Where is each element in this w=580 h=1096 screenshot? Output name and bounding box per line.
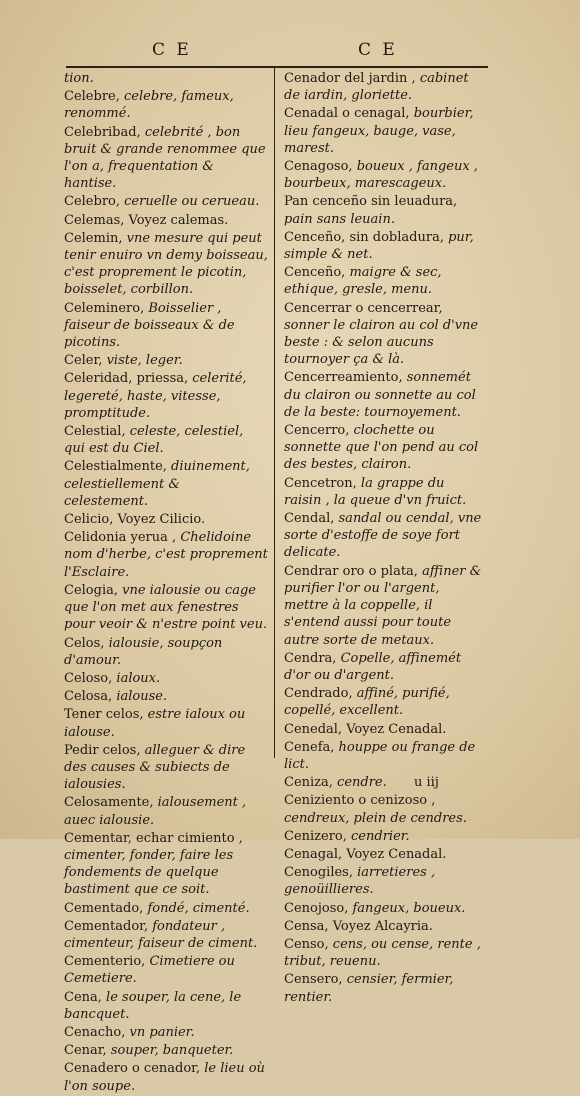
entry-definition: affiné, purifié, copellé, excellent. <box>284 686 450 719</box>
dictionary-entry <box>64 300 268 352</box>
dictionary-entry <box>64 794 268 828</box>
entry-headword: Cenadero o cenador, <box>64 1061 201 1077</box>
entry-definition: Chelidoine nom d'herbe, c'est proprement l'Esclaire. <box>64 530 268 580</box>
entry-definition: vne ialousie ou cage que l'on met aux fenestres pour veoir & n'estre point veu. <box>64 582 268 633</box>
header-left: C E <box>152 40 192 60</box>
dictionary-entry <box>64 953 268 987</box>
entry-definition: pain sans leuain. <box>284 211 395 227</box>
entry-headword: Cementador, <box>64 918 149 934</box>
entry-headword: Cendrado, <box>284 686 353 702</box>
dictionary-entry <box>64 706 268 740</box>
entry-definition: pur, simple & net. <box>284 229 474 263</box>
entry-headword: Celeridad, priessa, <box>64 371 189 387</box>
dictionary-entry <box>64 989 268 1023</box>
signature-mark: u iij <box>414 775 439 790</box>
entry-headword: Celebribad, <box>64 124 141 140</box>
dictionary-entry <box>64 511 268 528</box>
entry-headword: Cendal, <box>284 511 335 527</box>
dictionary-entry <box>284 721 484 738</box>
entry-headword: Tener celos, <box>64 707 144 723</box>
dictionary-entry <box>284 650 484 684</box>
entry-definition: souper, banqueter. <box>110 1043 234 1059</box>
dictionary-entry <box>64 88 268 122</box>
entry-definition: fondé, cimenté. <box>147 900 250 916</box>
entry-definition: maigre & sec, ethique, gresle, menu. <box>284 265 442 298</box>
entry-headword: Celebro, <box>64 194 120 210</box>
entry-headword: Cenceño, <box>284 265 346 281</box>
dictionary-entry <box>284 739 484 773</box>
dictionary-entry <box>64 124 268 193</box>
entry-definition: vn panier. <box>129 1024 195 1040</box>
entry-definition: la grappe du raisin , la queue d'vn fruict. <box>284 475 467 508</box>
dictionary-entry <box>284 158 484 192</box>
entry-definition: cimenter, fonder, faire les fondements de quelque bastiment que ce soit. <box>64 847 234 898</box>
dictionary-entry <box>64 458 268 510</box>
entry-headword: Celicio, Voyez Cilicio. <box>64 512 206 528</box>
dictionary-entry <box>64 742 268 794</box>
entry-definition: ialousie, soupçon d'amour. <box>64 635 223 668</box>
entry-headword: Cenceño, sin dobladura, <box>284 229 444 245</box>
header-right: C E <box>358 40 398 60</box>
column-divider <box>274 68 275 758</box>
entry-headword: Celebre, <box>64 89 120 105</box>
dictionary-entry <box>64 352 268 369</box>
entry-headword: Cenagal, Voyez Cenadal. <box>284 846 447 862</box>
entry-headword: Celestialmente, <box>64 459 167 475</box>
entry-headword: Cenar, <box>64 1043 107 1059</box>
entry-headword: Cenador del jardin , <box>284 71 416 86</box>
entry-headword: Celemas, Voyez calemas. <box>64 212 229 228</box>
entry-headword: Celemin, <box>64 230 123 246</box>
dictionary-entry <box>284 563 484 649</box>
dictionary-entry <box>284 369 484 421</box>
dictionary-entry <box>64 370 268 422</box>
entry-headword: Cenogiles, <box>284 865 353 881</box>
dictionary-entry <box>284 864 484 898</box>
dictionary-entry <box>64 830 268 899</box>
entry-headword: Ceniza, <box>284 775 333 791</box>
right-column <box>284 70 484 1007</box>
entry-definition: ialoux. <box>116 670 161 686</box>
dictionary-entry <box>284 70 484 104</box>
entry-headword: Celos, <box>64 635 105 651</box>
dictionary-entry <box>284 229 484 263</box>
entry-headword: Censa, Voyez Alcayria. <box>284 918 433 934</box>
entry-headword: Cenacho, <box>64 1024 126 1040</box>
entry-headword: Cenizero, <box>284 828 347 844</box>
entry-definition: cens, ou cense, rente , tribut, reuenu. <box>284 936 481 970</box>
entry-definition: clochette ou sonnette que l'on pend au col des bestes, clairon. <box>284 423 479 473</box>
entry-definition: houppe ou frange de lict. <box>284 739 476 772</box>
entry-definition: fondateur , cimenteur, faiseur de ciment. <box>64 918 258 951</box>
dictionary-entry <box>284 971 484 1005</box>
entry-definition: Copelle, affinemét d'or ou d'argent. <box>284 650 462 683</box>
entry-definition: Boisselier , faiseur de boisseaux & de picotins. <box>64 300 235 351</box>
dictionary-entry <box>284 475 484 509</box>
dictionary-entry <box>64 212 268 229</box>
entry-headword: Celogia, <box>64 582 118 598</box>
dictionary-entry <box>284 900 484 917</box>
entry-headword: Cenedal, Voyez Cenadal. <box>284 721 447 737</box>
dictionary-entry <box>284 105 484 157</box>
dictionary-entry <box>284 828 484 845</box>
dictionary-entry <box>64 1042 268 1059</box>
entry-headword: Cencerro, <box>284 423 350 439</box>
entry-headword: Celoso, <box>64 670 113 686</box>
dictionary-entry <box>284 264 484 298</box>
entry-headword: Cenojoso, <box>284 900 349 916</box>
dictionary-entry <box>64 688 268 705</box>
entry-headword: Cena, <box>64 989 102 1005</box>
dictionary-entry <box>64 635 268 669</box>
entry-definition: le souper, la cene, le bancquet. <box>64 989 242 1022</box>
entry-headword: Censero, <box>284 972 343 988</box>
entry-definition: vne mesure qui peut tenir enuiro vn demy boisseau, c'est proprement le picotin, boisselet, corbillon. <box>64 230 268 298</box>
entry-definition: estre ialoux ou ialouse. <box>64 707 246 740</box>
dictionary-entry <box>284 774 484 791</box>
dictionary-entry <box>284 422 484 474</box>
dictionary-entry <box>284 918 484 935</box>
entry-definition: ialousement , auec ialousie. <box>64 795 247 828</box>
entry-definition: cendrier. <box>351 828 410 844</box>
entry-definition: celebre, fameux, renommé. <box>64 89 234 122</box>
entry-definition: cabinet de iardin, gloriette. <box>284 71 469 104</box>
entry-headword: Celeminero, <box>64 300 145 316</box>
entry-definition: sonnemét du clairon ou sonnette au col de la beste: tournoyement. <box>284 370 476 420</box>
entry-definition: ceruelle ou cerueau. <box>124 194 260 210</box>
entry-definition: le lieu où l'on soupe. <box>64 1061 265 1094</box>
entry-headword: Celestial, <box>64 424 126 440</box>
entry-headword: Cenagoso, <box>284 159 353 175</box>
dictionary-entry <box>64 1024 268 1041</box>
entry-headword: Cencerreamiento, <box>284 370 403 386</box>
entry-definition: alleguer & dire des causes & subiects de ialousies. <box>64 742 246 793</box>
dictionary-entry <box>64 1060 268 1094</box>
left-column <box>64 70 268 1096</box>
dictionary-entry <box>284 685 484 719</box>
header-rule <box>66 66 488 68</box>
entry-definition: Cimetiere ou Cemetiere. <box>64 954 235 987</box>
entry-headword: Cendra, <box>284 650 337 666</box>
entry-headword: Cementado, <box>64 900 144 916</box>
dictionary-entry <box>284 846 484 863</box>
entry-definition: tion. <box>64 71 94 86</box>
entry-definition: celeste, celestiel, qui est du Ciel. <box>64 424 244 457</box>
entry-definition: boueux , fangeux , bourbeux, marescageux. <box>284 159 478 192</box>
entry-headword: Pan cenceño sin leuadura, <box>284 194 458 210</box>
entry-headword: Pedir celos, <box>64 742 141 758</box>
dictionary-entry <box>64 529 268 581</box>
entry-definition: sandal ou cendal, vne sorte d'estoffe de soye fort delicate. <box>284 511 482 561</box>
entry-headword: Cencerrar o cencerrear, <box>284 300 443 316</box>
entry-headword: Celidonia yerua , <box>64 530 177 546</box>
dictionary-entry <box>64 900 268 917</box>
entry-definition: celerité, legereté, haste, vitesse, promptitude. <box>64 371 247 421</box>
entry-definition: diuinement, celestiellement & celestement. <box>64 459 250 509</box>
entry-definition: censier, fermier, rentier. <box>284 972 454 1005</box>
entry-definition: cendre. <box>337 775 387 791</box>
entry-headword: Censo, <box>284 936 329 952</box>
dictionary-entry <box>284 193 484 227</box>
entry-headword: Ceniziento o cenizoso , <box>284 793 436 809</box>
running-header <box>62 40 492 60</box>
entry-headword: Cementar, echar cimiento , <box>64 830 243 846</box>
dictionary-entry <box>284 792 484 826</box>
entry-definition: iarretieres , genoüillieres. <box>284 865 436 898</box>
entry-definition: fangeux, boueux. <box>352 900 466 916</box>
entry-headword: Celosamente, <box>64 795 154 811</box>
entry-headword: Celer, <box>64 353 103 369</box>
entry-definition: affiner & purifier l'or ou l'argent, mettre à la coppelle, il s'entend aussi pour toute autre sorte de metaux. <box>284 563 482 648</box>
dictionary-entry <box>64 230 268 299</box>
dictionary-entry <box>64 193 268 210</box>
entry-headword: Cenadal o cenagal, <box>284 106 410 122</box>
entry-definition: celebrité , bon bruit & grande renommee que l'on a, frequentation & hantise. <box>64 124 266 192</box>
entry-definition: ialouse. <box>116 689 168 705</box>
dictionary-entry <box>284 300 484 369</box>
entry-definition: bourbier, lieu fangeux, bauge, vase, marest. <box>284 106 474 156</box>
entry-definition: viste, leger. <box>106 353 183 369</box>
entry-definition: cendreux, plein de cendres. <box>284 810 467 826</box>
dictionary-entry <box>64 918 268 952</box>
dictionary-entry <box>64 70 268 87</box>
entry-headword: Cendrar oro o plata, <box>284 563 418 579</box>
dictionary-entry <box>284 936 484 970</box>
entry-definition: sonner le clairon au col d'vne beste : & selon aucuns tournoyer ça & là. <box>284 317 479 368</box>
dictionary-entry <box>64 423 268 457</box>
entry-headword: Cementerio, <box>64 954 146 970</box>
dictionary-entry <box>64 582 268 634</box>
dictionary-entry <box>64 670 268 687</box>
entry-headword: Cenefa, <box>284 739 335 755</box>
dictionary-entry <box>284 510 484 562</box>
entry-headword: Celosa, <box>64 689 113 705</box>
entry-headword: Cencetron, <box>284 475 357 491</box>
